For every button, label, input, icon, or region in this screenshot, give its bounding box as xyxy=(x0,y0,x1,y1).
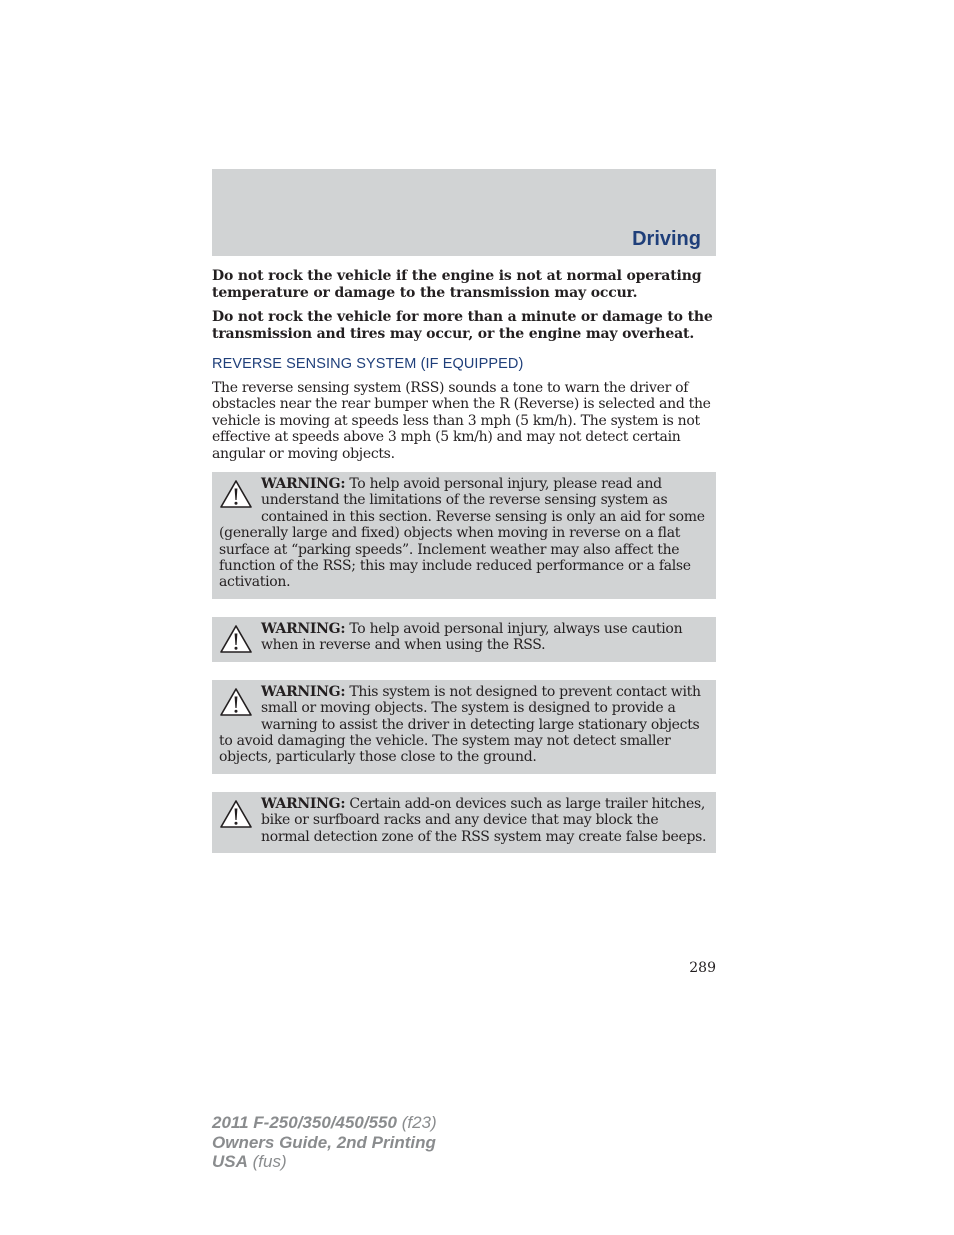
footer-model: 2011 F-250/350/450/550 xyxy=(212,1113,397,1132)
warning-box xyxy=(212,680,716,774)
warning-label: WARNING: xyxy=(261,795,346,812)
footer-model-code: (f23) xyxy=(401,1113,437,1132)
warning-text: To help avoid personal injury, please read and understand the limitations of the reverse sensing system as contained in this section. Reverse sensing is only an aid for some (generally large and fixed) objects when moving in reverse on a flat surface at “parking speeds”. Inclement weather may also affect the function of the RSS; this may include reduced performance or a false activation. xyxy=(219,476,705,591)
footer-edition-info xyxy=(212,1113,437,1172)
section-title: Driving xyxy=(632,228,701,250)
warning-text: To help avoid personal injury, always use caution when in reverse and when using the RSS. xyxy=(261,620,683,654)
warning-label: WARNING: xyxy=(261,683,346,700)
footer-printing: Owners Guide, 2nd Printing xyxy=(212,1132,436,1152)
warning-box xyxy=(212,617,716,662)
warning-box xyxy=(212,792,716,853)
section-heading: REVERSE SENSING SYSTEM (IF EQUIPPED) xyxy=(212,356,524,372)
warning-triangle-icon xyxy=(219,687,253,717)
caution-paragraph: Do not rock the vehicle if the engine is not at normal operating temperature or damage to the transmission may occur. xyxy=(212,268,702,301)
footer-market-code: (fus) xyxy=(252,1152,287,1171)
warning-triangle-icon xyxy=(219,624,253,654)
warning-text: This system is not designed to prevent contact with small or moving objects. The system is designed to provide a warning to assist the driver in detecting large stationary objects to avoid damaging the vehicle. The system may not detect smaller objects, particularly those close to the ground. xyxy=(219,683,701,766)
header-bar xyxy=(212,169,716,256)
footer-market: USA xyxy=(212,1152,248,1171)
page-content xyxy=(212,268,716,871)
intro-paragraph: The reverse sensing system (RSS) sounds a tone to warn the driver of obstacles near the rear bumper when the R (Reverse) is selected and the vehicle is moving at speeds less than 3 mph (5 km/h). The system is not effective at speeds above 3 mph (5 km/h) and may not detect certain angular or moving objects. xyxy=(212,380,711,462)
caution-paragraph: Do not rock the vehicle for more than a minute or damage to the transmission and tires may occur, or the engine may overheat. xyxy=(212,309,713,342)
page-number: 289 xyxy=(689,960,716,976)
warning-label: WARNING: xyxy=(261,476,346,493)
warning-triangle-icon xyxy=(219,799,253,829)
warning-triangle-icon xyxy=(219,479,253,509)
warning-box xyxy=(212,472,716,599)
warning-text: Certain add-on devices such as large trailer hitches, bike or surfboard racks and any device that may block the normal detection zone of the RSS system may create false beeps. xyxy=(261,795,707,845)
warning-label: WARNING: xyxy=(261,620,346,637)
footer-line-model xyxy=(212,1113,437,1133)
footer-line-market xyxy=(212,1152,437,1172)
